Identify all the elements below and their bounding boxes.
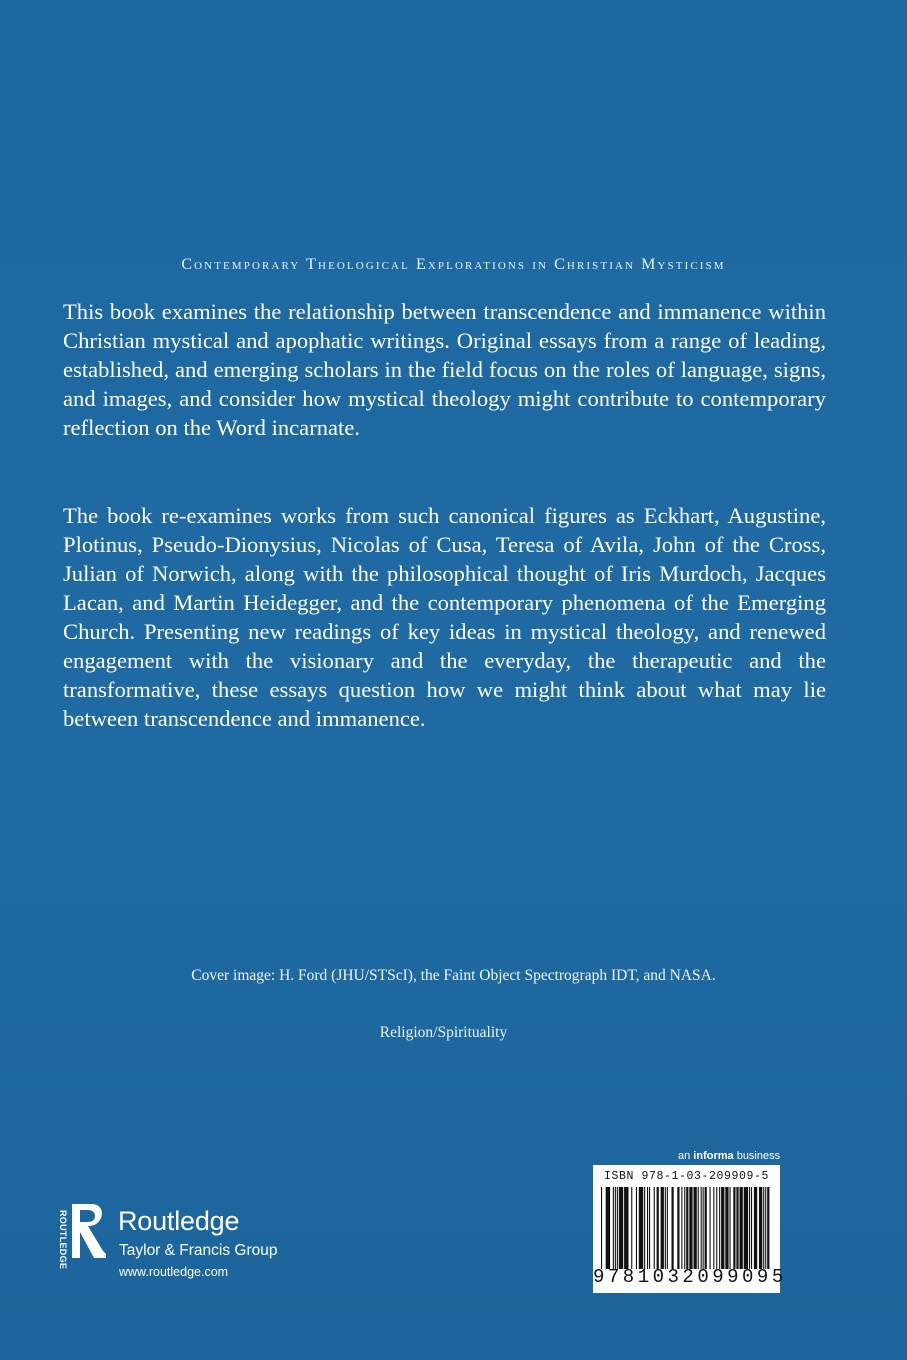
cover-image-credit: Cover image: H. Ford (JHU/STScI), the Faint Object Spectrograph IDT, and NASA. [191, 967, 716, 984]
blurb-paragraph-1: This book examines the relationship between transcendence and immanence within Christian mystical and apophatic writings. Original essays from a range of leading, established, and emerging scholars in the field focus on the roles of language, signs, and images, and consider how mystical theology might contribute to contemporary reflection on the Word incarnate. [63, 299, 826, 440]
publisher-name: Routledge [118, 1206, 240, 1236]
series-title: Contemporary Theological Explorations in Christian Mysticism [181, 256, 726, 273]
publisher-logo [58, 1202, 322, 1292]
logo-side-text: ROUTLEDGE [58, 1210, 68, 1270]
informa-brand: informa [693, 1150, 734, 1162]
ean-number: 9781032099095 [593, 1266, 787, 1288]
routledge-logo-icon [62, 1202, 106, 1258]
informa-prefix: an [678, 1150, 694, 1162]
informa-suffix: business [733, 1150, 781, 1162]
subject-category: Religion/Spirituality [379, 1024, 508, 1041]
blurb-paragraph-2: The book re-examines works from such canonical figures as Eckhart, Augustine, Plotinus, Pseudo-Dionysius, Nicolas of Cusa, Teresa of Avila, John of the Cross, Julian of Norwich, along with the philosophical thought of Iris Murdoch, Jacques Lacan, and Martin Heidegger, and the contemporary phenomena of the Emerging Church. Presenting new readings of key ideas in mystical theology, and renewed engagement with the visionary and the everyday, the therapeutic and the transformative, these essays question how we might think about what may lie between transcendence and immanence. [63, 503, 826, 731]
isbn-barcode [593, 1165, 787, 1293]
publisher-group: Taylor & Francis Group [119, 1242, 278, 1259]
informa-tagline [678, 1150, 780, 1162]
publisher-url: www.routledge.com [119, 1265, 229, 1279]
isbn-label: ISBN 978-1-03-209909-5 [603, 1170, 770, 1183]
